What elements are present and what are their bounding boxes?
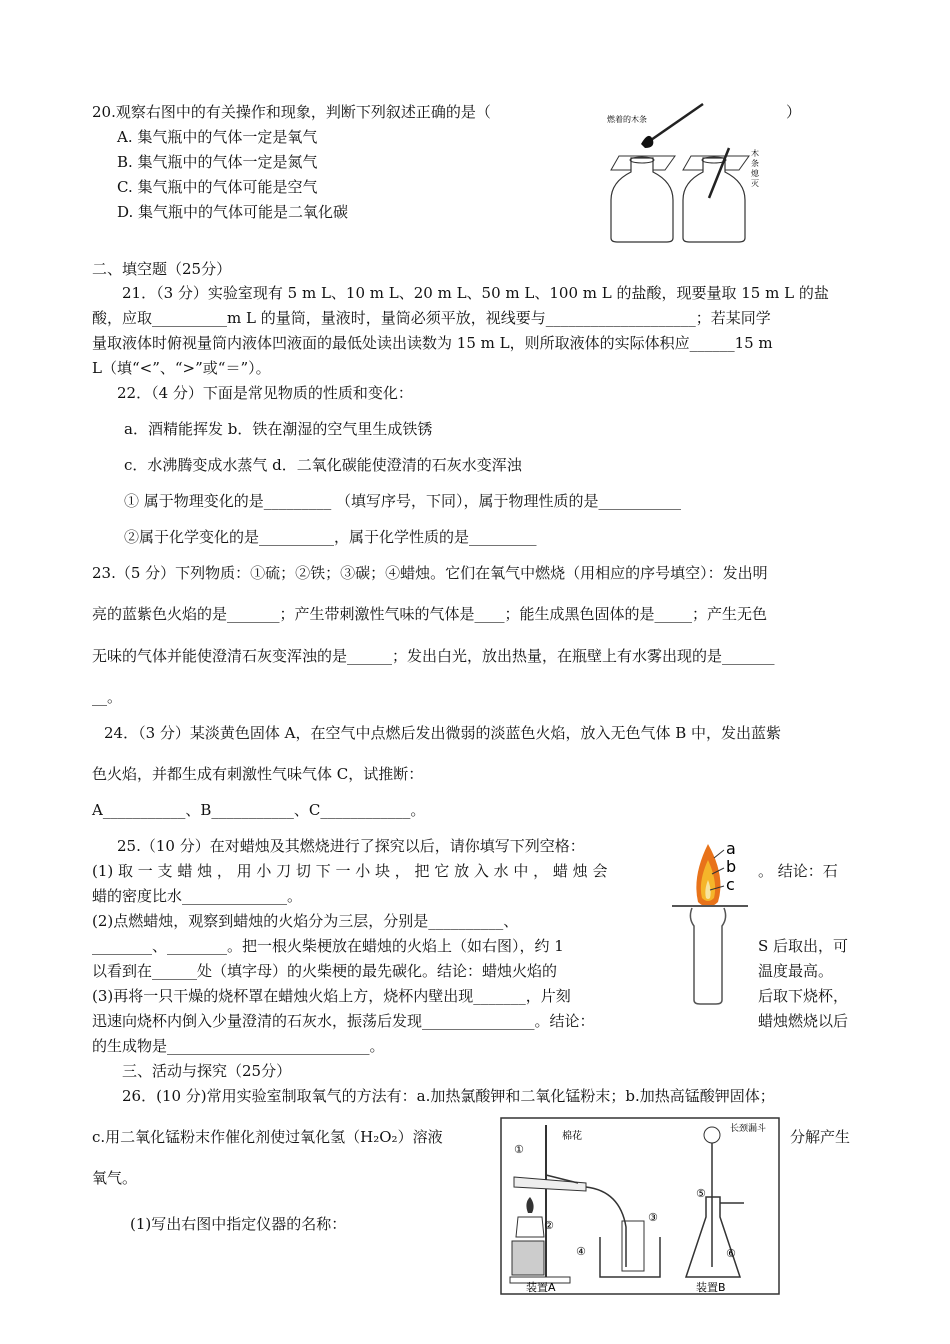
flame-label-b: b xyxy=(726,857,737,876)
q25-p2a: (2)点燃蜡烛，观察到蜡烛的火焰分为三层，分别是__________、 xyxy=(92,912,519,930)
wooden-block xyxy=(512,1241,544,1275)
device-a-label: 装置A xyxy=(526,1281,556,1294)
q23-line-4: __。 xyxy=(92,688,123,706)
q25-p3b-right: 蜡烛燃烧以后 xyxy=(758,1012,849,1030)
svg-text:熄: 熄 xyxy=(751,169,759,178)
cotton-label: 棉花 xyxy=(562,1131,582,1142)
q24-line-3: A___________、B___________、C____________。 xyxy=(92,801,426,819)
section-3-title: 三、活动与探究（25分） xyxy=(122,1062,292,1080)
q25-p1b: 。 结论：石 xyxy=(758,862,838,880)
flame-label-a: a xyxy=(726,839,736,858)
q23-line-2: 亮的蓝紫色火焰的是_______；产生带刺激性气味的气体是____；能生成黑色固体的是_____；产生无色 xyxy=(92,605,768,623)
q22-row-2: c．水沸腾变成水蒸气 d．二氧化碳能使澄清的石灰水变浑浊 xyxy=(124,456,522,474)
q22-row-3: ① 属于物理变化的是_________ （填写序号，下同），属于物理性质的是___________ xyxy=(124,492,682,510)
burning-stick-label: 燃着的木条 xyxy=(607,115,647,124)
q25-stem: 25.（10 分）在对蜡烛及其燃烧进行了探究以后，请你填写下列空格： xyxy=(117,837,585,855)
q20-option-d: D. 集气瓶中的气体可能是二氧化碳 xyxy=(117,203,349,221)
q22-stem: 22．（4 分）下面是常见物质的性质和变化： xyxy=(117,384,413,402)
candle-flame-figure xyxy=(670,836,750,1008)
q25-p3b: 迅速向烧杯内倒入少量澄清的石灰水，振荡后发现_______________。结论： xyxy=(92,1012,595,1030)
funnel-label: 长颈漏斗 xyxy=(730,1124,767,1134)
q23-line-1: 23.（5 分）下列物质：①硫；②铁；③碳；④蜡烛。它们在氧气中燃烧（用相应的序号填空）：发出明 xyxy=(92,564,768,582)
q25-p2c: 以看到在______处（填字母）的火柴梗的最先碳化。结论：蜡烛火焰的 xyxy=(92,962,558,980)
candle-body xyxy=(690,908,725,1004)
q26-line-1: 26．(10 分)常用实验室制取氧气的方法有：a.加热氯酸钾和二氧化锰粉末；b.加热高锰酸钾固体； xyxy=(122,1087,775,1105)
q21-line-2: 酸，应取__________m L 的量筒，量液时，量筒必须平放，视线要与____________________；若某同学 xyxy=(92,309,771,327)
wood-stick-left xyxy=(651,104,703,140)
q26-line-2: c.用二氧化锰粉末作催化剂使过氧化氢（H₂O₂）溶液 xyxy=(92,1128,443,1146)
q20-option-c: C. 集气瓶中的气体可能是空气 xyxy=(117,178,318,196)
svg-text:②: ② xyxy=(544,1219,554,1232)
q20-stem: 20.观察右图中的有关操作和现象，判断下列叙述正确的是（ xyxy=(92,103,491,121)
q25-p3c: 的生成物是___________________________。 xyxy=(92,1037,385,1055)
q21-line-3: 量取液体时俯视量筒内液体凹液面的最低处读出读数为 15 m L，则所取液体的实际体积应______15 m xyxy=(92,334,773,352)
q20-paren-close: ） xyxy=(786,103,802,121)
svg-text:⑤: ⑤ xyxy=(696,1187,706,1200)
q20-option-a: A. 集气瓶中的气体一定是氧气 xyxy=(117,128,318,146)
q20-option-b: B. 集气瓶中的气体一定是氮气 xyxy=(117,153,318,171)
svg-text:⑥: ⑥ xyxy=(726,1247,736,1260)
q20-gas-bottle-figure xyxy=(605,100,765,250)
q23-line-3: 无味的气体并能使澄清石灰变浑浊的是______；发出白光，放出热量，在瓶壁上有水雾出现的是_______ xyxy=(92,647,775,665)
q26-line-2-right: 分解产生 xyxy=(790,1128,851,1146)
q22-row-1: a．酒精能挥发 b．铁在潮湿的空气里生成铁锈 xyxy=(124,420,433,438)
q26-line-3: 氧气。 xyxy=(92,1169,138,1187)
q25-p2b: ________、________。把一根火柴梗放在蜡烛的火焰上（如右图），约 1 xyxy=(92,937,564,955)
svg-text:木: 木 xyxy=(751,149,759,158)
q25-p2b-right: S 后取出，可 xyxy=(758,937,849,955)
q25-p1a: (1) 取 一 支 蜡 烛 ， 用 小 刀 切 下 一 小 块 ， 把 它 放 入 水 中 ， 蜡 烛 会 xyxy=(92,862,608,880)
q25-p2c-right: 温度最高。 xyxy=(758,962,834,980)
q26-line-4: (1)写出右图中指定仪器的名称： xyxy=(130,1215,347,1233)
flame-icon xyxy=(641,136,653,148)
svg-text:①: ① xyxy=(514,1143,524,1156)
svg-text:③: ③ xyxy=(648,1211,658,1224)
section-2-title: 二、填空题（25分） xyxy=(92,260,232,278)
q25-p1c: 蜡的密度比水______________。 xyxy=(92,887,303,905)
svg-text:条: 条 xyxy=(751,159,759,168)
q25-p3a: (3)再将一只干燥的烧杯罩在蜡烛火焰上方，烧杯内壁出现_______，片刻 xyxy=(92,987,571,1005)
q22-row-4: ②属于化学变化的是__________，属于化学性质的是_________ xyxy=(124,528,537,546)
q21-line-4: L（填“<”、“>”或“＝”）。 xyxy=(92,359,271,377)
q21-line-1: 21．（3 分）实验室现有 5 m L、10 m L、20 m L、50 m L、100 m L 的盐酸，现要量取 15 m L 的盐 xyxy=(122,284,829,302)
svg-text:灭: 灭 xyxy=(751,179,759,188)
svg-text:④: ④ xyxy=(576,1245,586,1258)
oxygen-apparatus-figure xyxy=(500,1117,780,1295)
gas-bottle-left xyxy=(611,158,673,242)
q24-line-1: 24．（3 分）某淡黄色固体 A，在空气中点燃后发出微弱的淡蓝色火焰，放入无色气体 B 中，发出蓝紫 xyxy=(104,724,782,742)
flame-label-c: c xyxy=(726,875,735,894)
q24-line-2: 色火焰，并都生成有刺激性气味气体 C，试推断： xyxy=(92,765,424,783)
device-b-label: 装置B xyxy=(696,1281,726,1294)
q25-p3a-right: 后取下烧杯， xyxy=(758,987,849,1005)
gas-bottle-right xyxy=(683,158,745,242)
